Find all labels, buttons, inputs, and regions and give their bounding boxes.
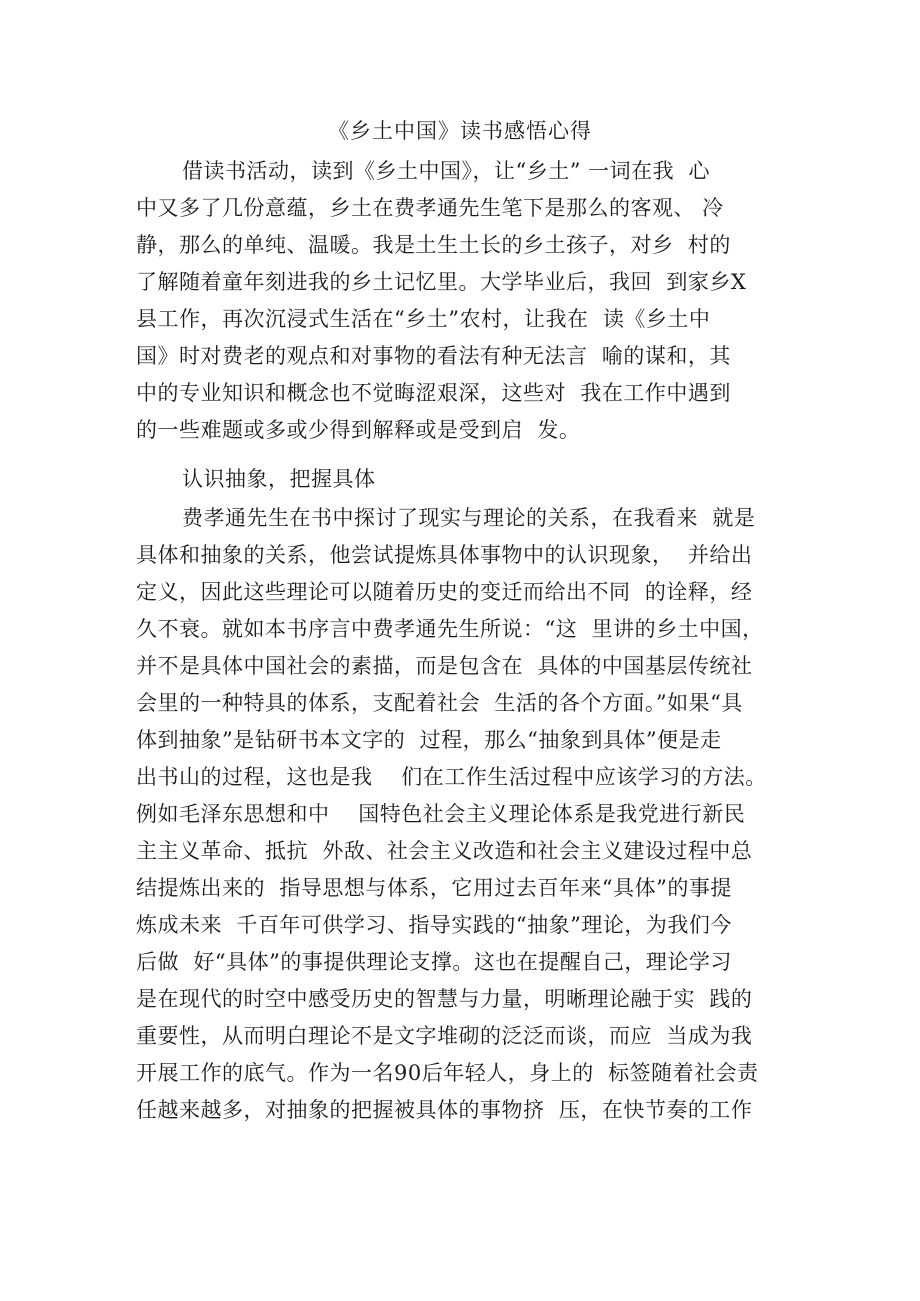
text-line: 费孝通先生在书中探讨了现实与理论的关系，在我看来 就是 — [182, 506, 756, 530]
text-line: 国》时对费老的观点和对事物的看法有种无法言 喻的谋和，其 — [136, 344, 731, 368]
text-line: 中的专业知识和概念也不觉晦涩艰深，这些对 我在工作中遇到 — [136, 381, 731, 405]
text-line: 定义，因此这些理论可以随着历史的变迁而给出不同 的诠释，经 — [136, 580, 753, 604]
text-line: 会里的一种特具的体系，支配着社会 生活的各个方面。”如果“具 — [136, 691, 743, 715]
text-line: 主主义革命、抵抗 外敌、社会主义改造和社会主义建设过程中总 — [136, 839, 753, 863]
text-line: 的一些难题或多或少得到解释或是受到启 发。 — [136, 418, 581, 442]
text-line: 具体和抽象的关系，他尝试提炼具体事物中的认识现象， 并给出 — [136, 543, 753, 567]
text-line: 炼成未来 千百年可供学习、指导实践的“抽象”理论，为我们今 — [136, 913, 732, 937]
text-line: 静，那么的单纯、温暖。我是土生土长的乡土孩子，对乡 村的 — [136, 233, 731, 257]
text-line: 是在现代的时空中感受历史的智慧与力量，明晰理论融于实 践的 — [136, 987, 753, 1011]
text-line: 体到抽象”是钻研书本文字的 过程，那么“抽象到具体”便是走 — [136, 728, 722, 752]
text-line: 久不衰。就如本书序言中费孝通先生所说：“这 里讲的乡土中国， — [136, 617, 764, 641]
text-line: 后做 好“具体”的事提供理论支撑。这也在提醒自己，理论学习 — [136, 950, 732, 974]
text-line: 例如毛泽东思想和中 国特色社会主义理论体系是我党进行新民 — [136, 802, 746, 826]
section-heading: 认识抽象，把握具体 — [182, 467, 376, 491]
text-line: 并不是具体中国社会的素描，而是包含在 具体的中国基层传统社 — [136, 654, 753, 678]
text-line: 县工作，再次沉浸式生活在“乡土”农村，让我在 读《乡土中 — [136, 307, 711, 331]
text-line: 出书山的过程，这也是我 们在工作生活过程中应该学习的方法。 — [136, 765, 767, 789]
text-line: 中又多了几份意蕴，乡土在费孝通先生笔下是那么的客观、 冷 — [136, 196, 724, 220]
text-line: 任越来越多，对抽象的把握被具体的事物挤 压，在快节奏的工作 — [136, 1098, 753, 1122]
text-line: 重要性，从而明白理论不是文字堆砌的泛泛而谈，而应 当成为我 — [136, 1024, 753, 1048]
text-line: 结提炼出来的 指导思想与体系，它用过去百年来“具体”的事提 — [136, 876, 732, 900]
text-line: 开展工作的底气。作为一名90后年轻人，身上的 标签随着社会责 — [136, 1061, 759, 1085]
text-line: 借读书活动，读到《乡土中国》，让“乡土” 一词在我 心 — [182, 159, 710, 183]
text-line: 了解随着童年刻进我的乡土记忆里。大学毕业后，我回 到家乡X — [136, 270, 747, 294]
document-title: 《乡土中国》读书感悟心得 — [328, 119, 592, 143]
